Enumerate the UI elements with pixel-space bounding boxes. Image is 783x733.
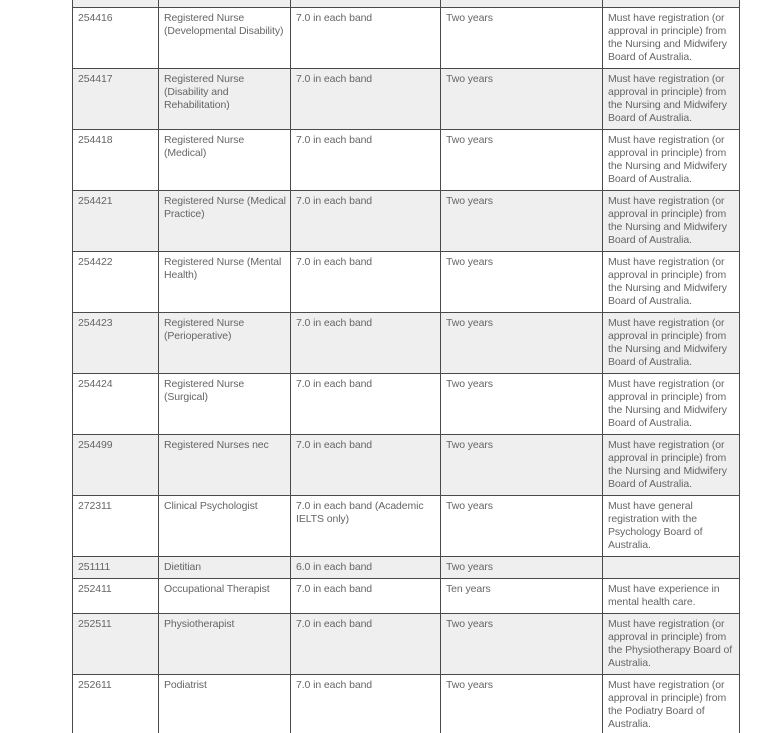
cell-period: Two years — [441, 614, 603, 675]
table-row-partial-top — [73, 0, 740, 8]
table-row — [73, 69, 740, 130]
table-row — [73, 614, 740, 675]
cell-requirement: Must have registration (or approval in principle) from the Nursing and Midwifery Board of Australia. — [603, 8, 740, 69]
cell-requirement: Must have registration (or approval in principle) from the Nursing and Midwifery Board of Australia. — [603, 130, 740, 191]
cell-occupation: Registered Nurse (Perioperative) — [159, 313, 291, 374]
cell-period: Two years — [441, 191, 603, 252]
cell-occupation: Registered Nurses nec — [159, 435, 291, 496]
cell-period: Two years — [441, 374, 603, 435]
cell-code: 254421 — [73, 191, 159, 252]
cell-ielts: 7.0 in each band — [291, 69, 441, 130]
cell-occupation: Podiatrist — [159, 675, 291, 733]
table-row — [73, 313, 740, 374]
cell-occupation: Occupational Therapist — [159, 579, 291, 614]
cell-requirement: Must have registration (or approval in principle) from the Nursing and Midwifery Board of Australia. — [603, 252, 740, 313]
cell-ielts-partial — [291, 0, 441, 8]
table-row — [73, 435, 740, 496]
cell-code: 254424 — [73, 374, 159, 435]
cell-period: Two years — [441, 557, 603, 579]
cell-code: 254499 — [73, 435, 159, 496]
cell-period: Two years — [441, 313, 603, 374]
cell-period: Two years — [441, 130, 603, 191]
table-row — [73, 252, 740, 313]
cell-code: 254423 — [73, 313, 159, 374]
cell-occupation: Registered Nurse (Disability and Rehabilitation) — [159, 69, 291, 130]
cell-ielts: 7.0 in each band (Academic IELTS only) — [291, 496, 441, 557]
table-row — [73, 8, 740, 69]
cell-requirement — [603, 557, 740, 579]
table-row — [73, 374, 740, 435]
cell-occupation: Registered Nurse (Mental Health) — [159, 252, 291, 313]
cell-code: 254416 — [73, 8, 159, 69]
cell-code: 254418 — [73, 130, 159, 191]
table-row — [73, 675, 740, 733]
cell-period: Two years — [441, 69, 603, 130]
cell-period: Two years — [441, 8, 603, 69]
cell-code: 272311 — [73, 496, 159, 557]
cell-code-partial — [73, 0, 159, 8]
cell-code: 254422 — [73, 252, 159, 313]
cell-period: Two years — [441, 435, 603, 496]
cell-period-partial — [441, 0, 603, 8]
cell-requirement: Must have experience in mental health care. — [603, 579, 740, 614]
cell-requirement: Must have registration (or approval in principle) from the Nursing and Midwifery Board of Australia. — [603, 374, 740, 435]
cell-code: 254417 — [73, 69, 159, 130]
cell-occupation-partial — [159, 0, 291, 8]
cell-code: 252611 — [73, 675, 159, 733]
cell-ielts: 7.0 in each band — [291, 675, 441, 733]
cell-occupation: Registered Nurse (Medical Practice) — [159, 191, 291, 252]
cell-period: Ten years — [441, 579, 603, 614]
cell-requirement: Must have registration (or approval in principle) from the Nursing and Midwifery Board of Australia. — [603, 435, 740, 496]
cell-ielts: 7.0 in each band — [291, 435, 441, 496]
cell-requirement: Must have registration (or approval in principle) from the Nursing and Midwifery Board of Australia. — [603, 313, 740, 374]
cell-period: Two years — [441, 252, 603, 313]
cell-occupation: Clinical Psychologist — [159, 496, 291, 557]
cell-requirement: Must have registration (or approval in principle) from the Podiatry Board of Australia. — [603, 675, 740, 733]
cell-ielts: 7.0 in each band — [291, 130, 441, 191]
skilled-occupations-table — [72, 0, 740, 733]
cell-occupation: Registered Nurse (Developmental Disability) — [159, 8, 291, 69]
cell-ielts: 7.0 in each band — [291, 8, 441, 69]
cell-requirement: Must have general registration with the Psychology Board of Australia. — [603, 496, 740, 557]
cell-requirement-partial — [603, 0, 740, 8]
cell-occupation: Physiotherapist — [159, 614, 291, 675]
cell-ielts: 7.0 in each band — [291, 614, 441, 675]
table-row — [73, 579, 740, 614]
cell-ielts: 7.0 in each band — [291, 252, 441, 313]
cell-code: 252411 — [73, 579, 159, 614]
cell-occupation: Registered Nurse (Medical) — [159, 130, 291, 191]
table-row — [73, 130, 740, 191]
cell-period: Two years — [441, 496, 603, 557]
cell-requirement: Must have registration (or approval in principle) from the Nursing and Midwifery Board of Australia. — [603, 191, 740, 252]
table-row — [73, 496, 740, 557]
cell-ielts: 7.0 in each band — [291, 191, 441, 252]
table-body — [73, 0, 740, 733]
cell-ielts: 7.0 in each band — [291, 579, 441, 614]
table-row — [73, 191, 740, 252]
cell-period: Two years — [441, 675, 603, 733]
cell-ielts: 6.0 in each band — [291, 557, 441, 579]
cell-ielts: 7.0 in each band — [291, 313, 441, 374]
cell-requirement: Must have registration (or approval in principle) from the Nursing and Midwifery Board of Australia. — [603, 69, 740, 130]
cell-ielts: 7.0 in each band — [291, 374, 441, 435]
cell-code: 252511 — [73, 614, 159, 675]
cell-code: 251111 — [73, 557, 159, 579]
cell-occupation: Registered Nurse (Surgical) — [159, 374, 291, 435]
cell-requirement: Must have registration (or approval in principle) from the Physiotherapy Board of Australia. — [603, 614, 740, 675]
table-row — [73, 557, 740, 579]
cell-occupation: Dietitian — [159, 557, 291, 579]
